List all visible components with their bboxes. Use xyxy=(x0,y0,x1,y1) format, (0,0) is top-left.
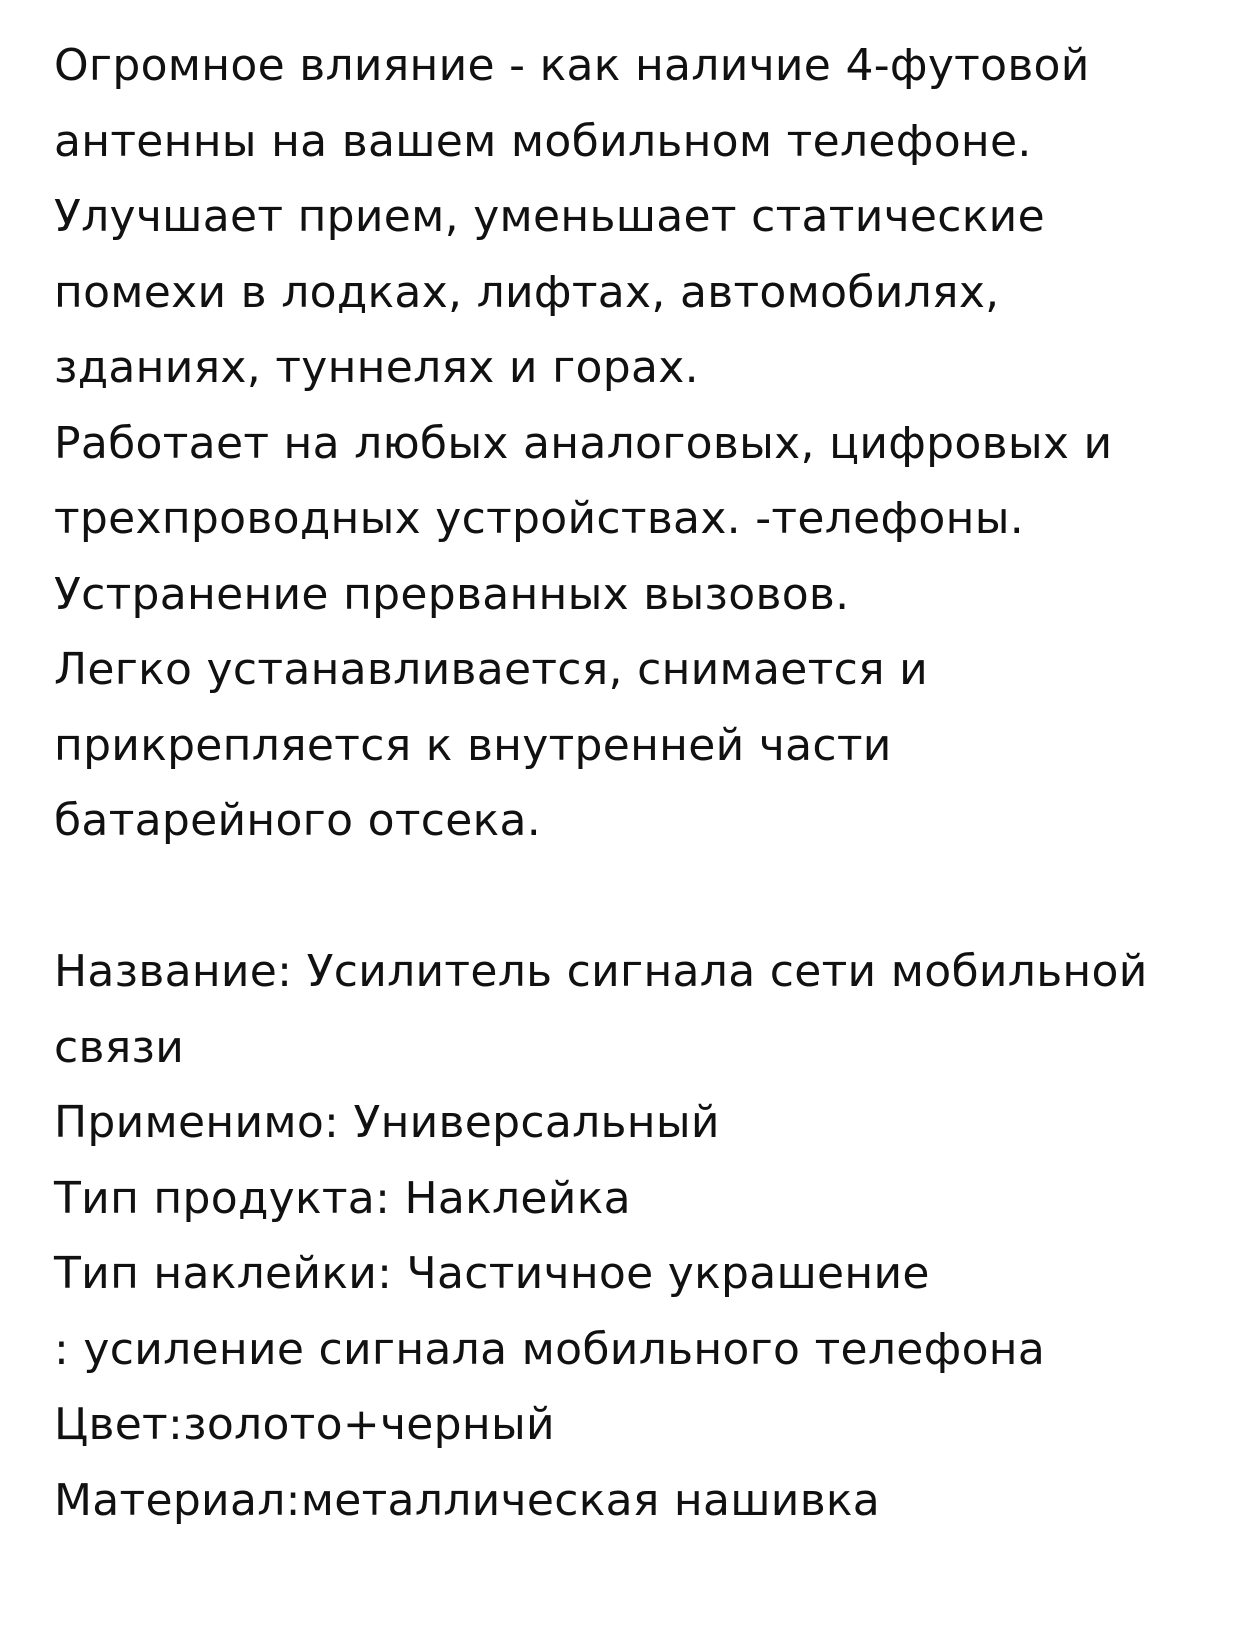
spec-line: Цвет:золото+черный xyxy=(54,1399,555,1450)
description-line: Устранение прерванных вызовов. xyxy=(54,568,850,620)
description-line: Огромное влияние - как наличие 4-футовой xyxy=(54,40,1090,91)
spec-line: Название: Усилитель сигнала сети мобильной xyxy=(54,946,1148,997)
spec-line: Материал:металлическая нашивка xyxy=(54,1474,881,1526)
spec-line: связи xyxy=(54,1021,185,1073)
description-line: помехи в лодках, лифтах, автомобилях, xyxy=(54,266,1000,318)
section-spacer xyxy=(54,859,1214,935)
description-line: батарейного отсека. xyxy=(54,795,542,846)
spec-line: Тип наклейки: Частичное украшение xyxy=(54,1248,930,1299)
description-line: трехпроводных устройствах. -телефоны. xyxy=(54,493,1025,544)
description-line: Улучшает прием, уменьшает статические xyxy=(54,191,1045,242)
description-line: Работает на любых аналоговых, цифровых и xyxy=(54,417,1113,469)
description-line: прикрепляется к внутренней части xyxy=(54,719,892,771)
product-description-page xyxy=(54,28,1214,1538)
description-line: Легко устанавливается, снимается и xyxy=(54,644,929,695)
spec-line: Применимо: Универсальный xyxy=(54,1097,720,1148)
description-line: зданиях, туннелях и горах. xyxy=(54,342,699,393)
spec-line: Тип продукта: Наклейка xyxy=(54,1172,631,1224)
specs-block xyxy=(54,934,1214,1538)
description-line: антенны на вашем мобильном телефоне. xyxy=(54,115,1032,167)
spec-line: : усиление сигнала мобильного телефона xyxy=(54,1323,1046,1375)
description-block xyxy=(54,28,1214,859)
